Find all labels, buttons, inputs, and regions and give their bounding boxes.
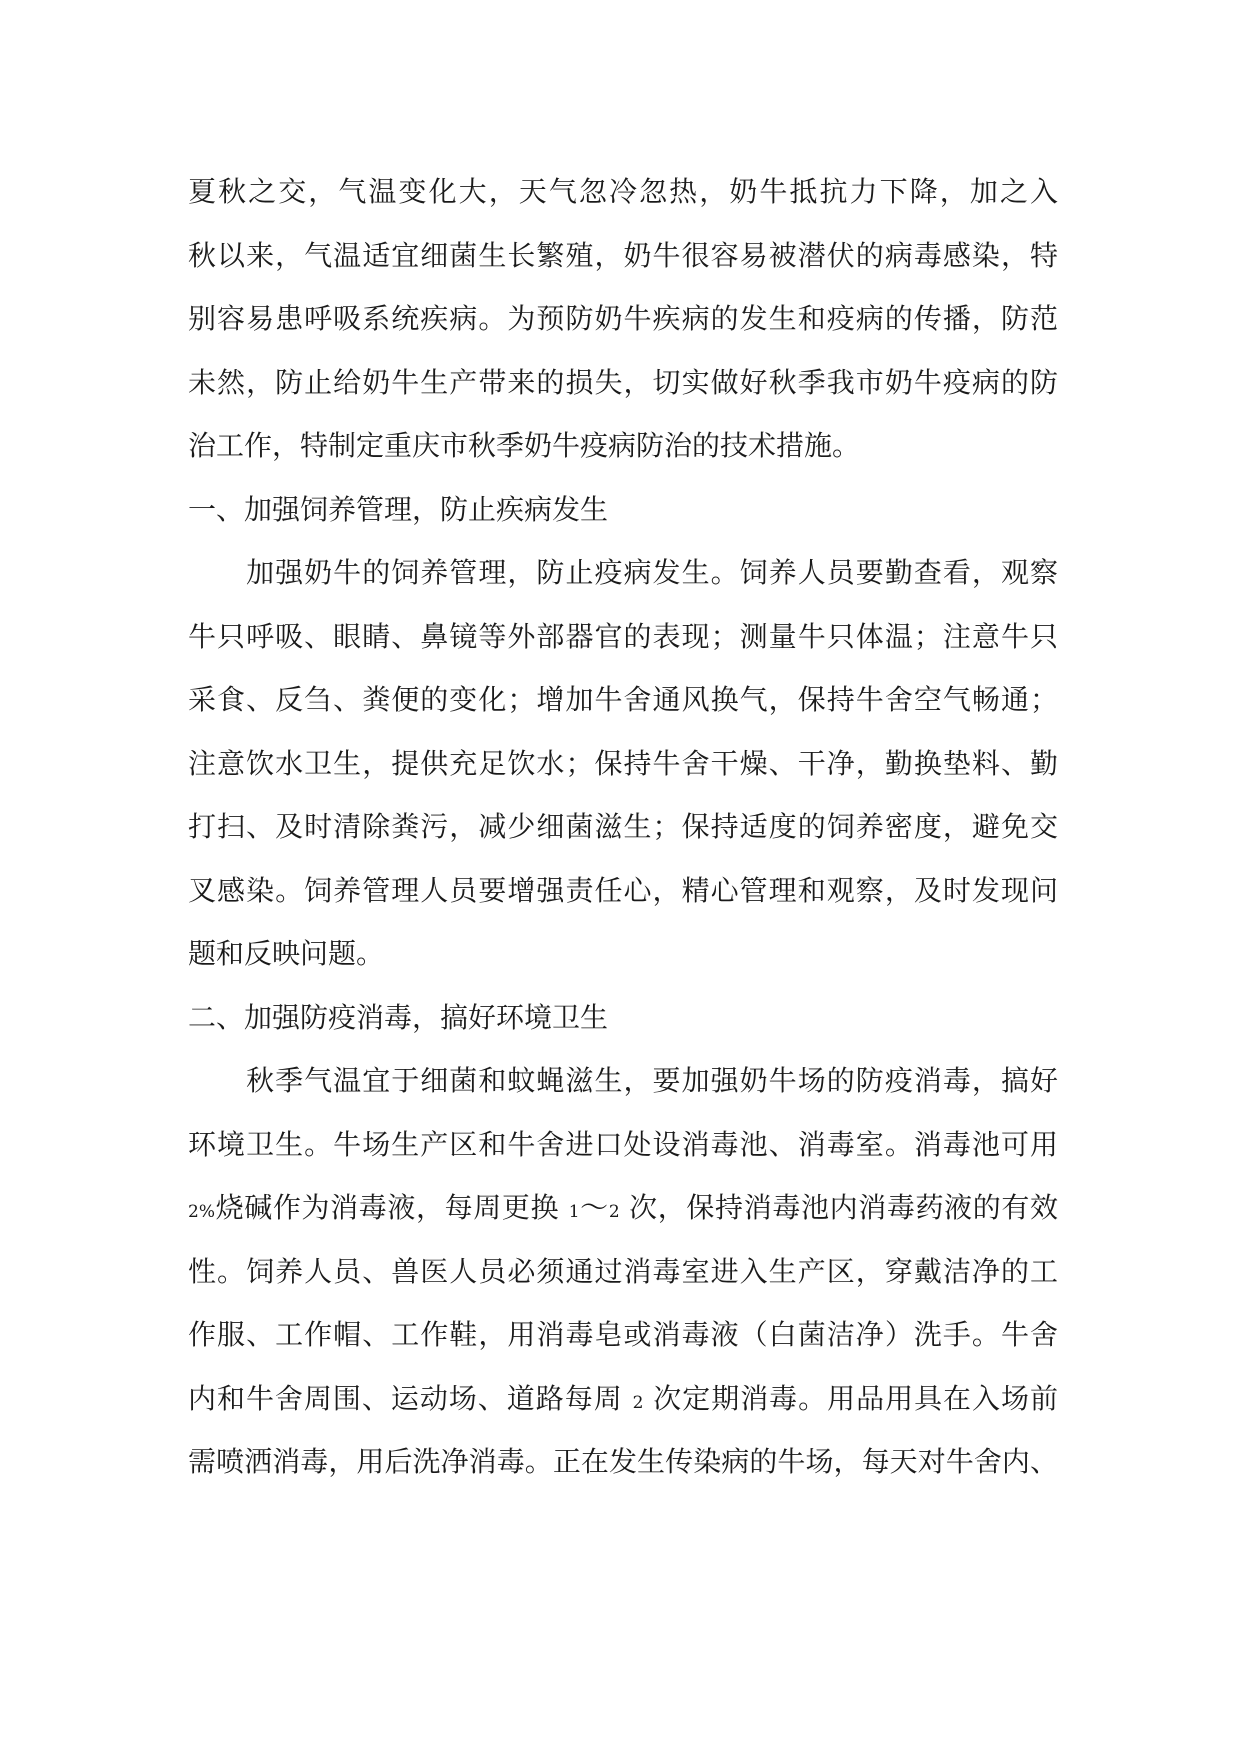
inline-text: 内和牛舍周围、运动场、道路每周: [188, 1381, 633, 1415]
paragraph-line: 题和反映问题。: [188, 937, 385, 970]
paragraph-line: 性。饲养人员、兽医人员必须通过消毒室进入生产区，穿戴洁净的工: [188, 1254, 1058, 1288]
paragraph-line: 打扫、及时清除粪污，减少细菌滋生；保持适度的饲养密度，避免交: [188, 810, 1058, 843]
paragraph-line: 叉感染。饲养管理人员要增强责任心，精心管理和观察，及时发现问: [188, 873, 1058, 907]
inline-number: 2: [632, 1392, 644, 1413]
paragraph-line: 未然，防止给奶牛生产带来的损失，切实做好秋季我市奶牛疫病的防: [188, 365, 1058, 399]
paragraph-line: 秋季气温宜于细菌和蚊蝇滋生，要加强奶牛场的防疫消毒，搞好: [188, 1064, 1058, 1097]
inline-text: 次，保持消毒池内消毒药液的有效: [619, 1191, 1058, 1224]
inline-text: ～: [579, 1191, 609, 1224]
paragraph-line: 注意饮水卫生，提供充足饮水；保持牛舍干燥、干净，勤换垫料、勤: [188, 746, 1058, 780]
inline-number: 2%: [188, 1202, 215, 1222]
paragraph-line: [188, 1367, 1058, 1431]
section-heading: 一、加强饲养管理，防止疾病发生: [188, 492, 609, 526]
paragraph-line: [188, 1176, 1058, 1240]
paragraph-line: 夏秋之交，气温变化大，天气忽冷忽热，奶牛抵抗力下降，加之入: [188, 175, 1058, 208]
inline-number: 1: [568, 1202, 580, 1222]
paragraph-line: 治工作，特制定重庆市秋季奶牛疫病防治的技术措施。: [188, 429, 861, 462]
paragraph-line: 作服、工作帽、工作鞋，用消毒皂或消毒液（白菌洁净）洗手。牛舍: [188, 1318, 1058, 1351]
document-body: [188, 160, 1058, 1494]
inline-text: 烧碱作为消毒液，每周更换: [214, 1191, 569, 1224]
paragraph-line: 环境卫生。牛场生产区和牛舍进口处设消毒池、消毒室。消毒池可用: [188, 1127, 1058, 1161]
paragraph-line: 加强奶牛的饲养管理，防止疫病发生。饲养人员要勤查看，观察: [188, 556, 1058, 589]
paragraph-line: 秋以来，气温适宜细菌生长繁殖，奶牛很容易被潜伏的病毒感染，特: [188, 238, 1058, 272]
paragraph-line: 别容易患呼吸系统疾病。为预防奶牛疾病的发生和疫病的传播，防范: [188, 302, 1058, 335]
inline-text: 次定期消毒。用品用具在入场前: [643, 1381, 1058, 1415]
paragraph-line: 需喷洒消毒，用后洗净消毒。正在发生传染病的牛场，每天对牛舍内、: [188, 1445, 1058, 1478]
paragraph-line: 采食、反刍、粪便的变化；增加牛舍通风换气，保持牛舍空气畅通；: [188, 683, 1058, 716]
inline-number: 2: [608, 1202, 620, 1222]
section-heading: 二、加强防疫消毒，搞好环境卫生: [188, 1000, 609, 1034]
paragraph-line: 牛只呼吸、眼睛、鼻镜等外部器官的表现；测量牛只体温；注意牛只: [188, 619, 1058, 653]
